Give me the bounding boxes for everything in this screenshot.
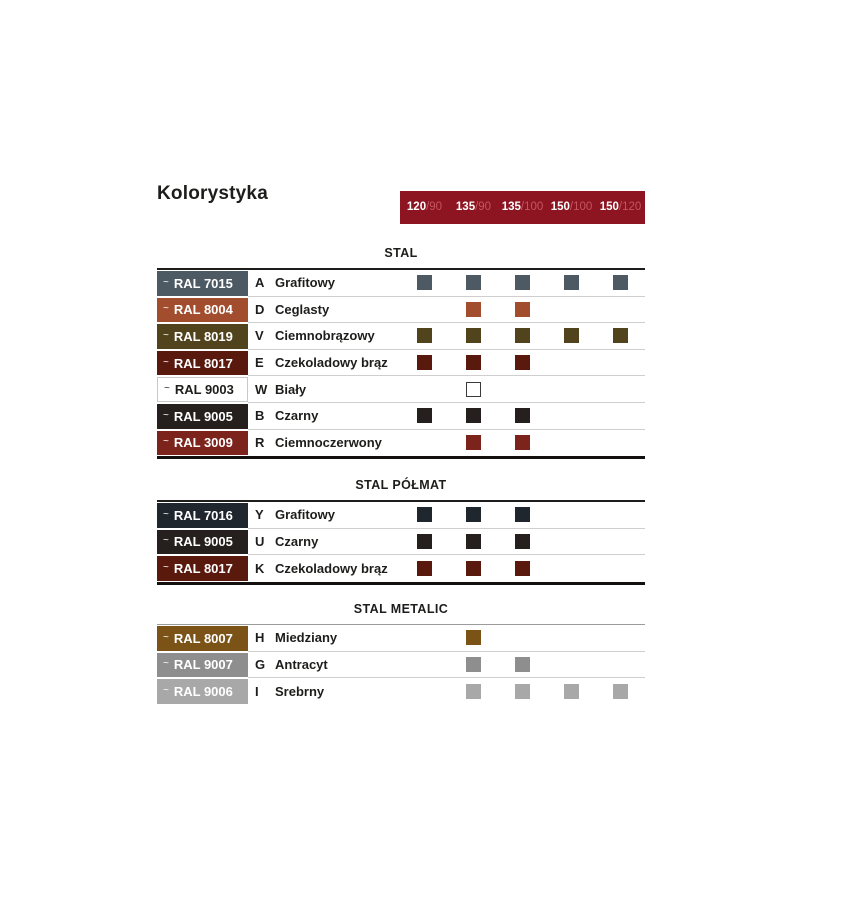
color-row [157, 430, 645, 457]
ral-code-text: RAL 7015 [173, 275, 233, 291]
availability-swatch [417, 561, 432, 576]
tilde-prefix: ~ [163, 436, 169, 448]
ral-code-text: RAL 8017 [173, 355, 233, 371]
color-name: Ciemnobrązowy [275, 328, 375, 344]
availability-cell [400, 297, 449, 323]
availability-cell [547, 403, 596, 429]
color-letter-code: B [255, 408, 265, 424]
availability-cell [449, 555, 498, 582]
availability-cell [400, 652, 449, 678]
color-row [157, 502, 645, 529]
color-name: Czarny [275, 408, 319, 424]
tilde-prefix: ~ [163, 276, 169, 288]
availability-cell [596, 625, 645, 651]
availability-swatch [564, 684, 579, 699]
ral-code-text: RAL 8019 [173, 328, 233, 344]
availability-cell [547, 625, 596, 651]
availability-cell [400, 430, 449, 457]
color-row [157, 652, 645, 679]
size-label: 150/120 [599, 201, 642, 213]
color-row [157, 555, 645, 582]
availability-columns [400, 270, 645, 296]
availability-cell [547, 323, 596, 349]
color-name: Ciemnoczerwony [275, 435, 382, 451]
availability-cell [498, 297, 547, 323]
availability-cell [596, 350, 645, 376]
ral-label [157, 503, 248, 528]
availability-swatch [613, 275, 628, 290]
availability-swatch [417, 355, 432, 370]
page-title: Kolorystyka [157, 183, 268, 204]
row-content [248, 625, 645, 652]
tilde-prefix: ~ [163, 329, 169, 341]
color-letter-code: A [255, 275, 265, 291]
availability-swatch [515, 684, 530, 699]
color-name: Srebrny [275, 683, 325, 699]
availability-cell [498, 529, 547, 555]
availability-cell [498, 625, 547, 651]
color-name: Antracyt [275, 656, 328, 672]
color-row [157, 297, 645, 324]
color-letter-code: K [255, 560, 265, 576]
ral-label [157, 271, 248, 296]
color-letter-code: G [255, 656, 266, 672]
availability-cell [547, 678, 596, 705]
color-row [157, 529, 645, 556]
ral-label [157, 404, 248, 429]
color-letter-code: R [255, 435, 265, 451]
row-content [248, 529, 645, 556]
availability-cell [449, 678, 498, 705]
availability-cell [449, 529, 498, 555]
color-name: Ceglasty [275, 301, 330, 317]
availability-swatch [515, 328, 530, 343]
color-table [157, 624, 645, 705]
row-content [248, 297, 645, 324]
availability-swatch [417, 408, 432, 423]
color-letter-code: V [255, 328, 264, 344]
availability-cell [400, 502, 449, 528]
row-content [248, 430, 645, 457]
size-label: 135/90 [455, 201, 492, 213]
ral-label [157, 556, 248, 581]
availability-swatch [466, 561, 481, 576]
availability-swatch [515, 657, 530, 672]
availability-columns [400, 297, 645, 323]
availability-cell [498, 350, 547, 376]
availability-columns [400, 502, 645, 528]
availability-cell [547, 652, 596, 678]
availability-cell [547, 350, 596, 376]
availability-swatch [417, 534, 432, 549]
row-content [248, 376, 645, 403]
tilde-prefix: ~ [163, 508, 169, 520]
tilde-prefix: ~ [163, 684, 169, 696]
color-row [157, 403, 645, 430]
availability-swatch [613, 684, 628, 699]
tilde-prefix: ~ [163, 658, 169, 670]
availability-cell [400, 403, 449, 429]
section-title: STAL [384, 246, 418, 260]
section-stal [157, 246, 645, 459]
sizes-banner [400, 191, 645, 224]
ral-code-text: RAL 8007 [173, 630, 233, 646]
availability-swatch [466, 275, 481, 290]
availability-cell [449, 652, 498, 678]
ral-code-text: RAL 9005 [173, 534, 233, 550]
availability-swatch [515, 435, 530, 450]
availability-swatch [466, 328, 481, 343]
section-stal-polmat [157, 478, 645, 585]
ral-label [157, 626, 248, 651]
availability-cell [547, 555, 596, 582]
availability-cell [449, 270, 498, 296]
availability-cell [400, 678, 449, 705]
availability-cell [400, 323, 449, 349]
availability-columns [400, 625, 645, 651]
availability-swatch [515, 302, 530, 317]
availability-cell [547, 430, 596, 457]
color-row [157, 376, 645, 403]
availability-cell [498, 652, 547, 678]
color-name: Miedziany [275, 630, 338, 646]
availability-cell [596, 323, 645, 349]
availability-cell [596, 297, 645, 323]
ral-code-text: RAL 9005 [173, 408, 233, 424]
color-row [157, 323, 645, 350]
ral-label [157, 530, 248, 555]
availability-swatch [417, 328, 432, 343]
row-content [248, 502, 645, 529]
color-row [157, 270, 645, 297]
ral-label [157, 298, 248, 323]
availability-cell [547, 529, 596, 555]
color-letter-code: D [255, 301, 265, 317]
availability-swatch [466, 657, 481, 672]
row-content [248, 652, 645, 679]
availability-swatch [515, 561, 530, 576]
color-letter-code: H [255, 630, 265, 646]
availability-cell [400, 555, 449, 582]
availability-cell [449, 403, 498, 429]
availability-cell [400, 625, 449, 651]
color-letter-code: E [255, 355, 264, 371]
availability-swatch [417, 507, 432, 522]
section-title: STAL PÓŁMAT [355, 478, 447, 492]
availability-cell [596, 555, 645, 582]
color-name: Czarny [275, 533, 319, 549]
availability-swatch [466, 302, 481, 317]
ral-code-text: RAL 8017 [173, 560, 233, 576]
availability-columns [400, 323, 645, 349]
availability-cell [498, 502, 547, 528]
ral-code-text: RAL 3009 [173, 435, 233, 451]
color-letter-code: W [255, 381, 268, 397]
availability-cell [498, 678, 547, 705]
availability-swatch [466, 435, 481, 450]
tilde-prefix: ~ [163, 535, 169, 547]
ral-code-text: RAL 7016 [173, 507, 233, 523]
tilde-prefix: ~ [163, 303, 169, 315]
color-name: Grafitowy [275, 275, 335, 291]
ral-label [157, 679, 248, 704]
availability-columns [400, 678, 645, 705]
availability-cell [596, 376, 645, 402]
color-name: Czekoladowy brąz [275, 560, 388, 576]
availability-cell [449, 323, 498, 349]
availability-swatch [515, 534, 530, 549]
availability-columns [400, 403, 645, 429]
availability-cell [547, 270, 596, 296]
availability-swatch [466, 507, 481, 522]
availability-cell [400, 376, 449, 402]
color-table [157, 500, 645, 585]
availability-cell [596, 652, 645, 678]
tilde-prefix: ~ [163, 409, 169, 421]
tilde-prefix: ~ [163, 631, 169, 643]
color-row [157, 350, 645, 377]
availability-columns [400, 350, 645, 376]
availability-cell [498, 323, 547, 349]
availability-cell [498, 270, 547, 296]
availability-cell [596, 430, 645, 457]
availability-cell [596, 529, 645, 555]
ral-label [157, 377, 248, 402]
availability-cell [400, 270, 449, 296]
row-content [248, 350, 645, 377]
availability-cell [498, 555, 547, 582]
availability-swatch [515, 275, 530, 290]
availability-cell [449, 376, 498, 402]
availability-cell [596, 678, 645, 705]
size-label: 120/90 [406, 201, 443, 213]
availability-swatch [564, 275, 579, 290]
color-table [157, 268, 645, 459]
ral-label [157, 351, 248, 376]
availability-cell [449, 297, 498, 323]
color-letter-code: I [255, 683, 259, 699]
availability-cell [449, 350, 498, 376]
availability-columns [400, 555, 645, 582]
section-title: STAL METALIC [353, 602, 449, 616]
availability-cell [498, 403, 547, 429]
tilde-prefix: ~ [163, 356, 169, 368]
availability-cell [596, 403, 645, 429]
availability-swatch [515, 355, 530, 370]
availability-swatch [466, 382, 481, 397]
availability-swatch [613, 328, 628, 343]
color-name: Biały [275, 381, 307, 397]
availability-cell [547, 376, 596, 402]
availability-cell [449, 502, 498, 528]
color-name: Czekoladowy brąz [275, 355, 388, 371]
availability-cell [596, 502, 645, 528]
availability-swatch [466, 408, 481, 423]
row-content [248, 678, 645, 705]
availability-cell [547, 297, 596, 323]
row-content [248, 403, 645, 430]
row-content [248, 270, 645, 297]
size-label: 150/100 [550, 201, 593, 213]
ral-code-text: RAL 8004 [173, 302, 233, 318]
row-content [248, 555, 645, 582]
availability-swatch [466, 684, 481, 699]
ral-code-text: RAL 9007 [173, 657, 233, 673]
availability-columns [400, 376, 645, 402]
color-row [157, 625, 645, 652]
availability-cell [400, 529, 449, 555]
availability-swatch [466, 355, 481, 370]
availability-columns [400, 529, 645, 555]
availability-cell [498, 376, 547, 402]
availability-cell [449, 430, 498, 457]
row-content [248, 323, 645, 350]
color-letter-code: Y [255, 507, 264, 523]
tilde-prefix: ~ [164, 383, 170, 395]
availability-swatch [466, 534, 481, 549]
availability-swatch [515, 408, 530, 423]
availability-swatch [466, 630, 481, 645]
availability-cell [547, 502, 596, 528]
ral-code-text: RAL 9003 [174, 382, 234, 398]
color-name: Grafitowy [275, 507, 335, 523]
availability-columns [400, 430, 645, 457]
availability-swatch [515, 507, 530, 522]
ral-label [157, 324, 248, 349]
availability-swatch [564, 328, 579, 343]
availability-cell [449, 625, 498, 651]
availability-columns [400, 652, 645, 678]
availability-cell [596, 270, 645, 296]
availability-swatch [417, 275, 432, 290]
section-stal-metalic [157, 602, 645, 705]
ral-code-text: RAL 9006 [173, 683, 233, 699]
availability-cell [400, 350, 449, 376]
ral-label [157, 653, 248, 678]
ral-label [157, 431, 248, 456]
size-label: 135/100 [501, 201, 544, 213]
tilde-prefix: ~ [163, 561, 169, 573]
color-row [157, 678, 645, 705]
availability-cell [498, 430, 547, 457]
color-letter-code: U [255, 533, 265, 549]
